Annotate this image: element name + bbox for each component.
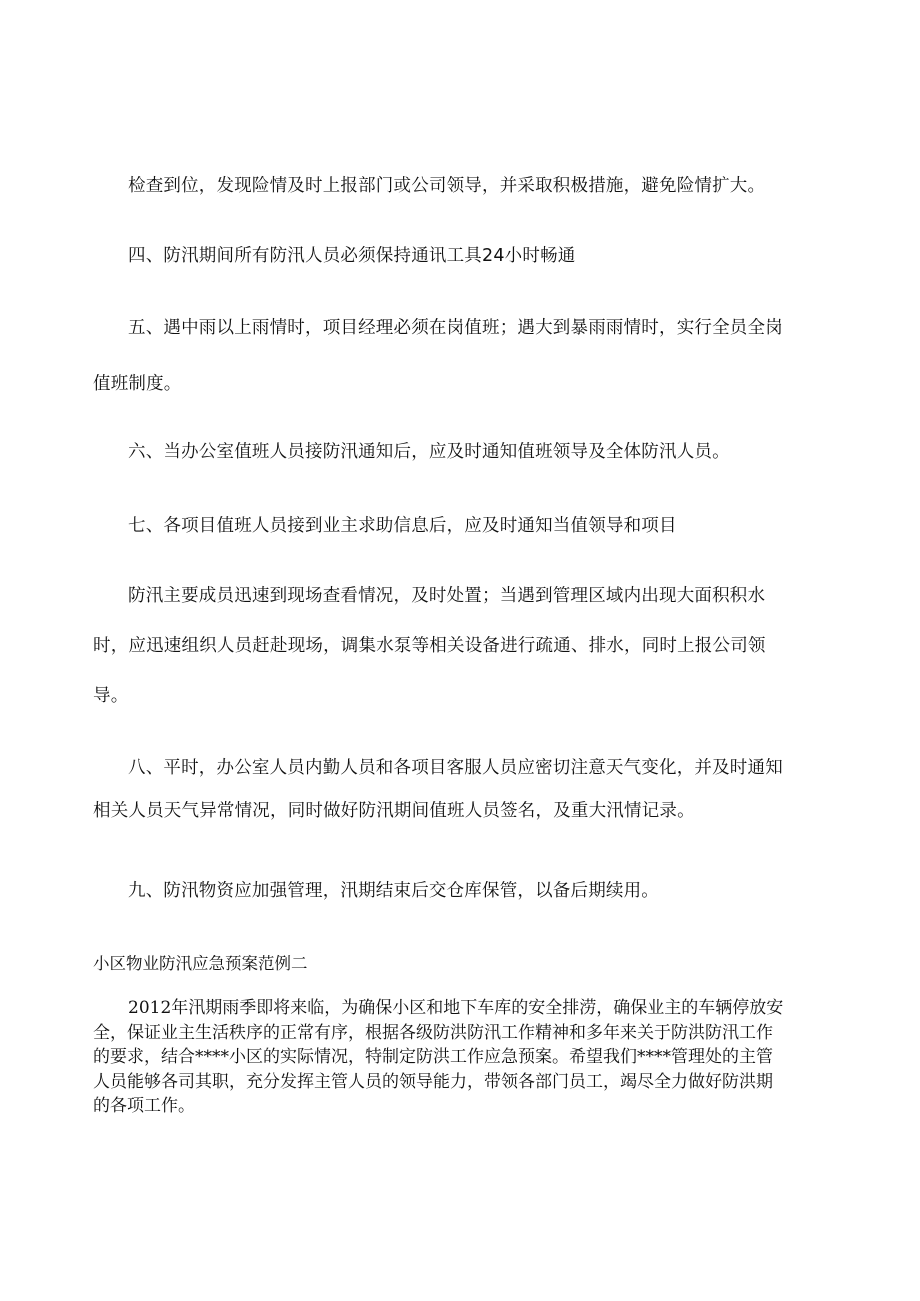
paragraph-line: 2012年汛期雨季即将来临，为确保小区和地下车库的安全排涝，确保业主的车辆停放安 [128, 998, 784, 1018]
paragraph-line: 七、各项目值班人员接到业主求助信息后，应及时通知当值领导和项目 [128, 516, 677, 536]
paragraph-line: 相关人员天气异常情况，同时做好防汛期间值班人员签名，及重大汛情记录。 [93, 801, 695, 821]
paragraph-line: 六、当办公室值班人员接防汛通知后，应及时通知值班领导及全体防汛人员。 [128, 442, 730, 462]
paragraph-line: 四、防汛期间所有防汛人员必须保持通讯工具24小时畅通 [128, 246, 576, 266]
paragraph-line: 导。 [93, 686, 129, 706]
paragraph-line: 防汛主要成员迅速到现场查看情况，及时处置；当遇到管理区域内出现大面积积水 [128, 586, 766, 606]
paragraph-line: 的各项工作。 [93, 1096, 195, 1116]
paragraph-line: 五、遇中雨以上雨情时，项目经理必须在岗值班；遇大到暴雨雨情时，实行全员全岗 [128, 318, 783, 338]
paragraph-line: 人员能够各司其职，充分发挥主管人员的领导能力，带领各部门员工，竭尽全力做好防洪期 [93, 1072, 773, 1092]
paragraph-line: 全，保证业主生活秩序的正常有序，根据各级防洪防汛工作精神和多年来关于防洪防汛工作 [93, 1023, 773, 1043]
paragraph-line: 八、平时，办公室人员内勤人员和各项目客服人员应密切注意天气变化，并及时通知 [128, 758, 783, 778]
paragraph-line: 时，应迅速组织人员赶赴现场，调集水泵等相关设备进行疏通、排水，同时上报公司领 [93, 636, 766, 656]
paragraph-line: 值班制度。 [93, 374, 182, 394]
paragraph-line: 的要求，结合****小区的实际情况，特制定防洪工作应急预案。希望我们****管理处的主管 [93, 1047, 773, 1067]
paragraph-line: 九、防汛物资应加强管理，汛期结束后交仓库保管，以备后期续用。 [128, 881, 659, 901]
section-heading: 小区物业防汛应急预案范例二 [93, 954, 308, 973]
paragraph-line: 检查到位，发现险情及时上报部门或公司领导，并采取积极措施，避免险情扩大。 [128, 176, 766, 196]
